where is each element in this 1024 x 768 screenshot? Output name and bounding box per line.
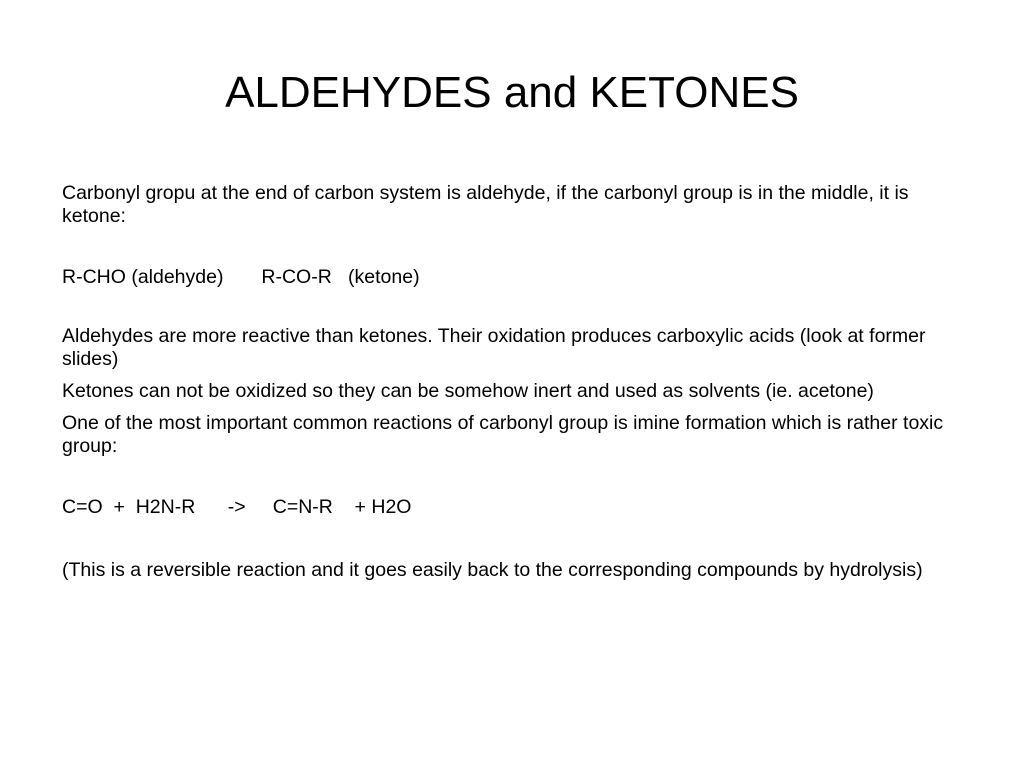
paragraph-formulas: R-CHO (aldehyde) R-CO-R (ketone) bbox=[62, 266, 420, 288]
paragraph-aldehyde-reactivity: Aldehydes are more reactive than ketones. Their oxidation produces carboxylic acids (look at former slides) bbox=[62, 325, 926, 370]
slide-title: ALDEHYDES and KETONES bbox=[225, 68, 799, 117]
paragraph-imine-formation: One of the most important common reactions of carbonyl group is imine formation which is rather toxic group: bbox=[62, 412, 944, 457]
paragraph-ketone-inertness: Ketones can not be oxidized so they can be somehow inert and used as solvents (ie. acetone) bbox=[62, 380, 874, 402]
slide-body bbox=[62, 182, 974, 586]
paragraph-carbonyl-definition: Carbonyl gropu at the end of carbon system is aldehyde, if the carbonyl group is in the middle, it is ketone: bbox=[62, 182, 909, 227]
paragraph-hydrolysis-note: (This is a reversible reaction and it goes easily back to the corresponding compounds by hydrolysis) bbox=[62, 559, 923, 581]
paragraph-reaction-equation: C=O + H2N-R -> C=N-R + H2O bbox=[62, 496, 412, 518]
